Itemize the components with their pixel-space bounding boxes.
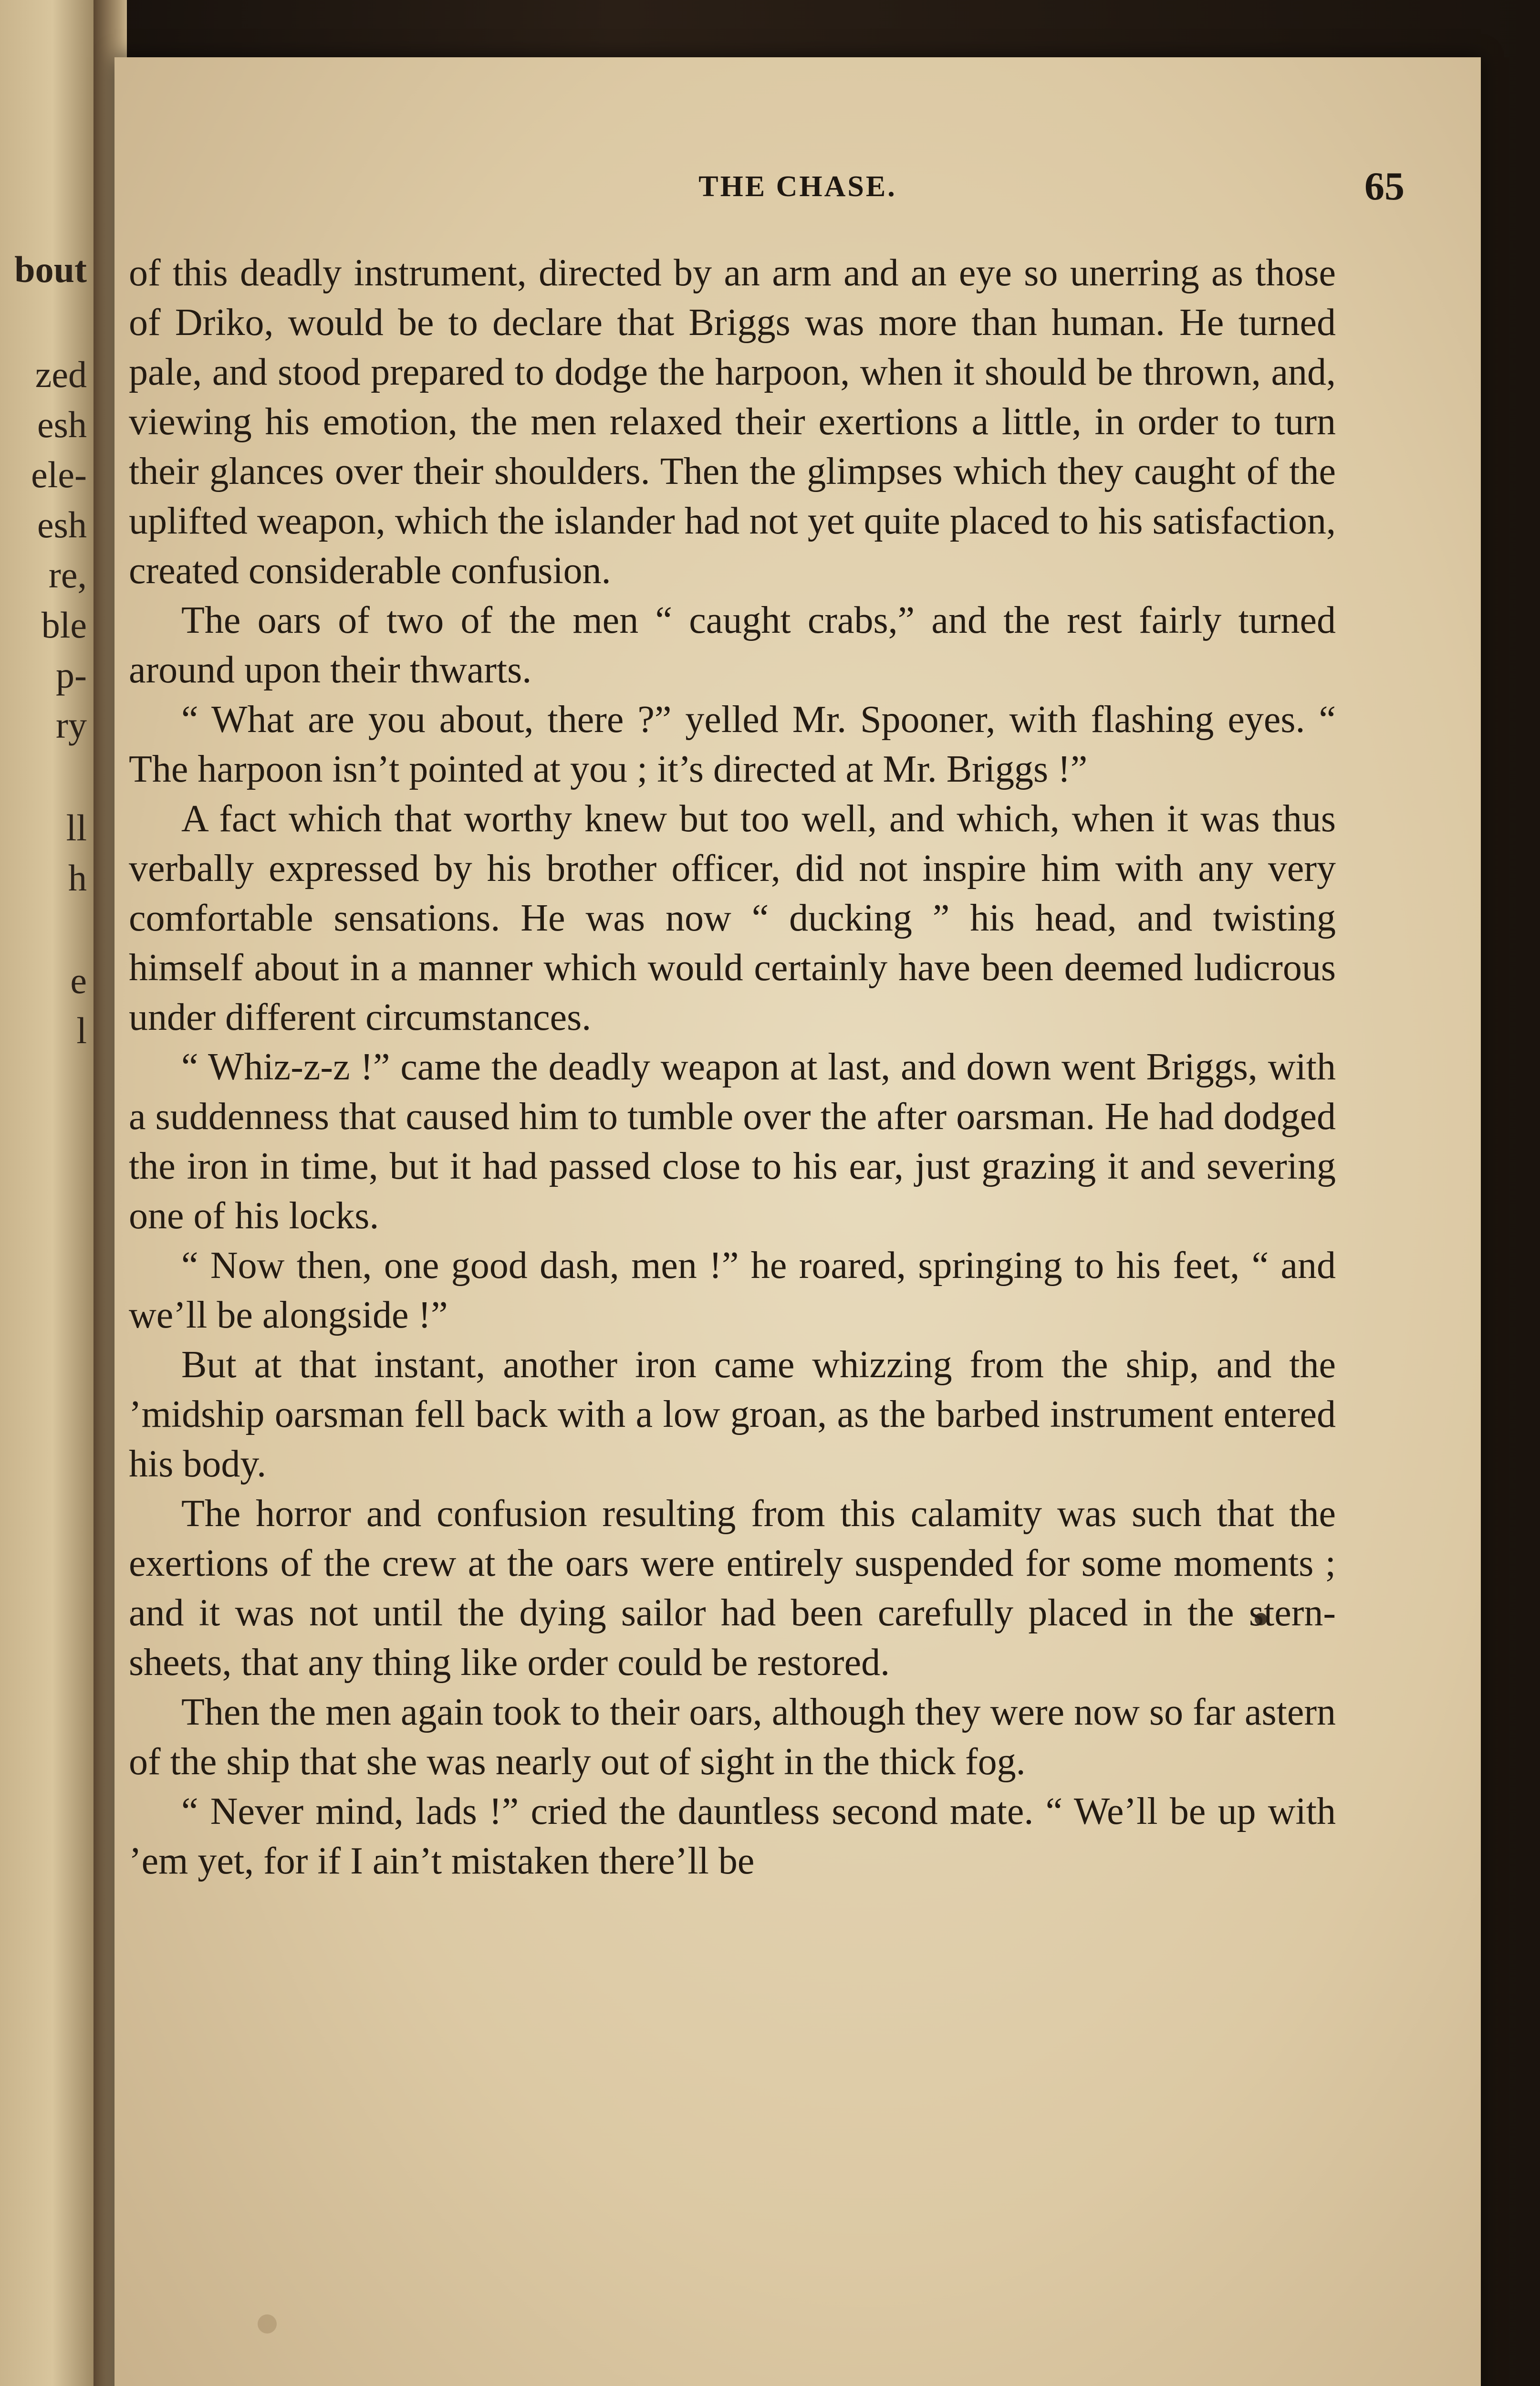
body-text: [129, 248, 1336, 1886]
paragraph: A fact which that worthy knew but too well, and which, when it was thus verbally expressed by his brother officer, did not inspire him with any very comfortable sensations. He was now “ ducking ” his head, and twisting himself about in a manner which would certainly have been deemed ludicrous under different circumstances.: [129, 798, 1336, 1038]
facing-fragment: ll: [66, 807, 87, 848]
book-page: [114, 57, 1481, 2386]
ink-spot: [258, 2314, 277, 2334]
facing-fragment: bout: [14, 249, 87, 290]
paragraph: But at that instant, another iron came whizzing from the ship, and the ’midship oarsman fell back with a low groan, as the barbed instrument entered his body.: [129, 1344, 1336, 1485]
facing-fragment: l: [76, 1010, 87, 1051]
facing-fragment: zed: [35, 354, 87, 395]
paragraph: “ Never mind, lads !” cried the dauntless second mate. “ We’ll be up with ’em yet, for if I ain’t mistaken there’ll be: [129, 1790, 1336, 1882]
paragraph: Then the men again took to their oars, although they were now so far astern of the ship that she was nearly out of sight in the thick fog.: [129, 1691, 1336, 1783]
paragraph: The horror and confusion resulting from this calamity was such that the exertions of the crew at the oars were entirely suspended for some moments ; and it was not until the dying sailor had been carefully placed in the stern-sheets, that any thing like order could be restored.: [129, 1493, 1336, 1684]
paragraph: “ Whiz-z-z !” came the deadly weapon at last, and down went Briggs, with a suddenness that caused him to tumble over the after oarsman. He had dodged the iron in time, but it had passed close to his ear, just grazing it and severing one of his locks.: [129, 1046, 1336, 1237]
page-number: 65: [1364, 164, 1405, 209]
paragraph: The oars of two of the men “ caught crabs,” and the rest fairly turned around upon their thwarts.: [129, 599, 1336, 691]
facing-fragment: esh: [37, 404, 87, 445]
page-title: THE CHASE.: [698, 170, 897, 203]
paragraph: “ Now then, one good dash, men !” he roared, springing to his feet, “ and we’ll be alongside !”: [129, 1245, 1336, 1336]
facing-fragment: ry: [56, 704, 87, 746]
facing-fragment: h: [68, 857, 87, 899]
facing-fragment: ele-: [31, 454, 87, 495]
facing-fragment: re,: [48, 554, 87, 596]
paragraph: “ What are you about, there ?” yelled Mr. Spooner, with flashing eyes. “ The harpoon isn’t pointed at you ; it’s directed at Mr. Briggs !”: [129, 699, 1336, 790]
running-head: [114, 164, 1481, 213]
paragraph: of this deadly instrument, directed by an arm and an eye so unerring as those of Driko, would be to declare that Briggs was more than human. He turned pale, and stood prepared to dodge the harpoon, when it should be thrown, and, viewing his emotion, the men relaxed their exertions a little, in order to turn their glances over their shoulders. Then the glimpses which they caught of the uplifted weapon, which the islander had not yet quite placed to his satisfaction, created considerable confusion.: [129, 252, 1336, 592]
facing-fragment: esh: [37, 504, 87, 545]
facing-fragment: p-: [56, 654, 87, 696]
facing-fragment: ble: [41, 604, 87, 646]
facing-page-edge: [0, 0, 95, 2386]
facing-fragment: e: [70, 960, 87, 1001]
